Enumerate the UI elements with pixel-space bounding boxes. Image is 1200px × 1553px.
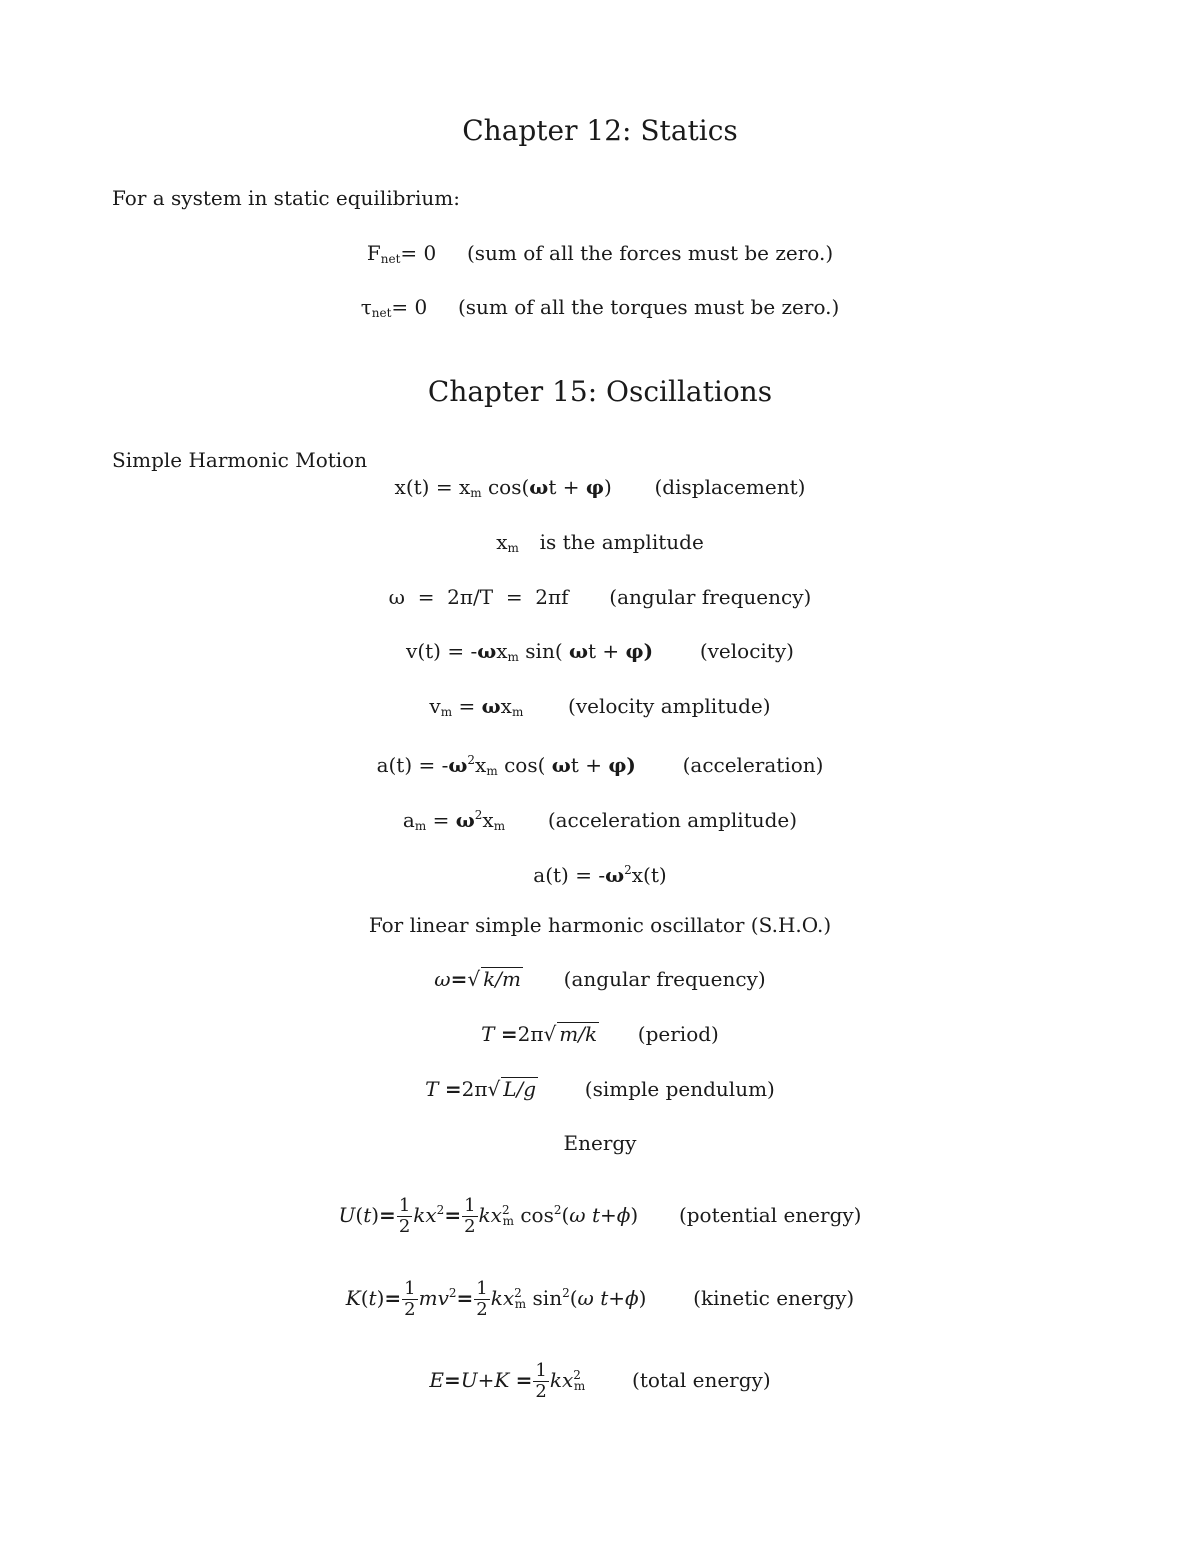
- torque-symbol: τ: [360, 295, 372, 319]
- energy-label: Energy: [563, 1131, 637, 1155]
- acceleration-equation: [0, 746, 1200, 785]
- potential-energy-formula: U(t)= $\frac{1}{2}$ $kx^2=$ $\frac{1}{2}$ $kx^2_m$ $\cos^2(\omega$ t+ϕ): [338, 1195, 639, 1237]
- torque-note: (sum of all the torques must be zero.): [457, 295, 840, 319]
- sho-period-equation: [0, 1020, 1200, 1048]
- sho-omega-equation: [0, 965, 1200, 993]
- pendulum-note: (simple pendulum): [584, 1077, 775, 1101]
- velocity-amplitude-formula: $v_m = \omega x_m$: [429, 694, 524, 719]
- sho-label: For linear simple harmonic oscillator (S.H.O.): [368, 913, 832, 937]
- total-energy-formula: E=U+K = $\frac{1}{2}$ $kx^2_m$: [429, 1360, 586, 1402]
- acceleration-relation: [0, 856, 1200, 889]
- potential-energy-note: (potential energy): [678, 1203, 862, 1227]
- velocity-formula: $v(t) = -\omega x_m$ sin( ωt + φ): [406, 639, 654, 664]
- omega-equation: [0, 583, 1200, 611]
- total-energy-equation: [0, 1353, 1200, 1408]
- kinetic-energy-equation: [0, 1271, 1200, 1326]
- pendulum-equation: [0, 1075, 1200, 1103]
- total-energy-note: (total energy): [632, 1368, 771, 1392]
- acceleration-note: (acceleration): [682, 753, 824, 777]
- statics-intro: For a system in static equilibrium:: [112, 186, 460, 210]
- sho-omega-note: (angular frequency): [563, 967, 766, 991]
- sho-period-formula: T =2π√ m/k: [481, 1022, 598, 1046]
- amplitude-symbol: $x_m$: [496, 530, 519, 555]
- velocity-equation: [0, 637, 1200, 671]
- displacement-formula: $x(t) = x_m$ cos(ωt + φ): [394, 475, 612, 500]
- shm-label: Simple Harmonic Motion: [112, 448, 368, 472]
- sho-omega-formula: ω=√ k/m: [434, 967, 521, 991]
- sho-period-note: (period): [637, 1022, 719, 1046]
- displacement-note: (displacement): [654, 475, 806, 499]
- omega-formula: ω = 2π/T = 2πf: [388, 585, 569, 609]
- omega-note: (angular frequency): [609, 585, 812, 609]
- torque-equation: [0, 293, 1200, 327]
- force-subscript: net: [380, 252, 401, 266]
- statics-title: Chapter 12: Statics: [462, 114, 738, 147]
- torque-subscript: net: [371, 306, 392, 320]
- velocity-amplitude-equation: [0, 692, 1200, 726]
- amplitude-line: [0, 528, 1200, 562]
- force-equation: [0, 239, 1200, 273]
- acceleration-formula: $a(t) = -\omega^2x_m$ cos( ωt + φ): [376, 753, 636, 778]
- force-symbol: F: [366, 241, 381, 265]
- oscillations-title: Chapter 15: Oscillations: [427, 375, 773, 408]
- amplitude-text: is the amplitude: [539, 530, 704, 554]
- acceleration-amplitude-note: (acceleration amplitude): [547, 808, 798, 832]
- displacement-equation: [0, 473, 1200, 507]
- kinetic-energy-formula: K(t)= $\frac{1}{2}$ $mv^2=$ $\frac{1}{2}$ $kx^2_m$ $\sin^2(\omega$ t+ϕ): [345, 1278, 647, 1320]
- velocity-amplitude-note: (velocity amplitude): [568, 694, 771, 718]
- torque-rhs: = 0: [391, 295, 428, 319]
- potential-energy-equation: [0, 1188, 1200, 1243]
- acceleration-amplitude-equation: [0, 801, 1200, 840]
- acceleration-relation-formula: $a(t) = -\omega^2x(t)$: [533, 863, 667, 887]
- velocity-note: (velocity): [699, 639, 794, 663]
- pendulum-formula: T =2π√ L/g: [425, 1077, 537, 1101]
- force-rhs: = 0: [400, 241, 437, 265]
- kinetic-energy-note: (kinetic energy): [693, 1286, 855, 1310]
- force-note: (sum of all the forces must be zero.): [466, 241, 834, 265]
- acceleration-amplitude-formula: $a_m = \omega^2x_m$: [402, 808, 506, 833]
